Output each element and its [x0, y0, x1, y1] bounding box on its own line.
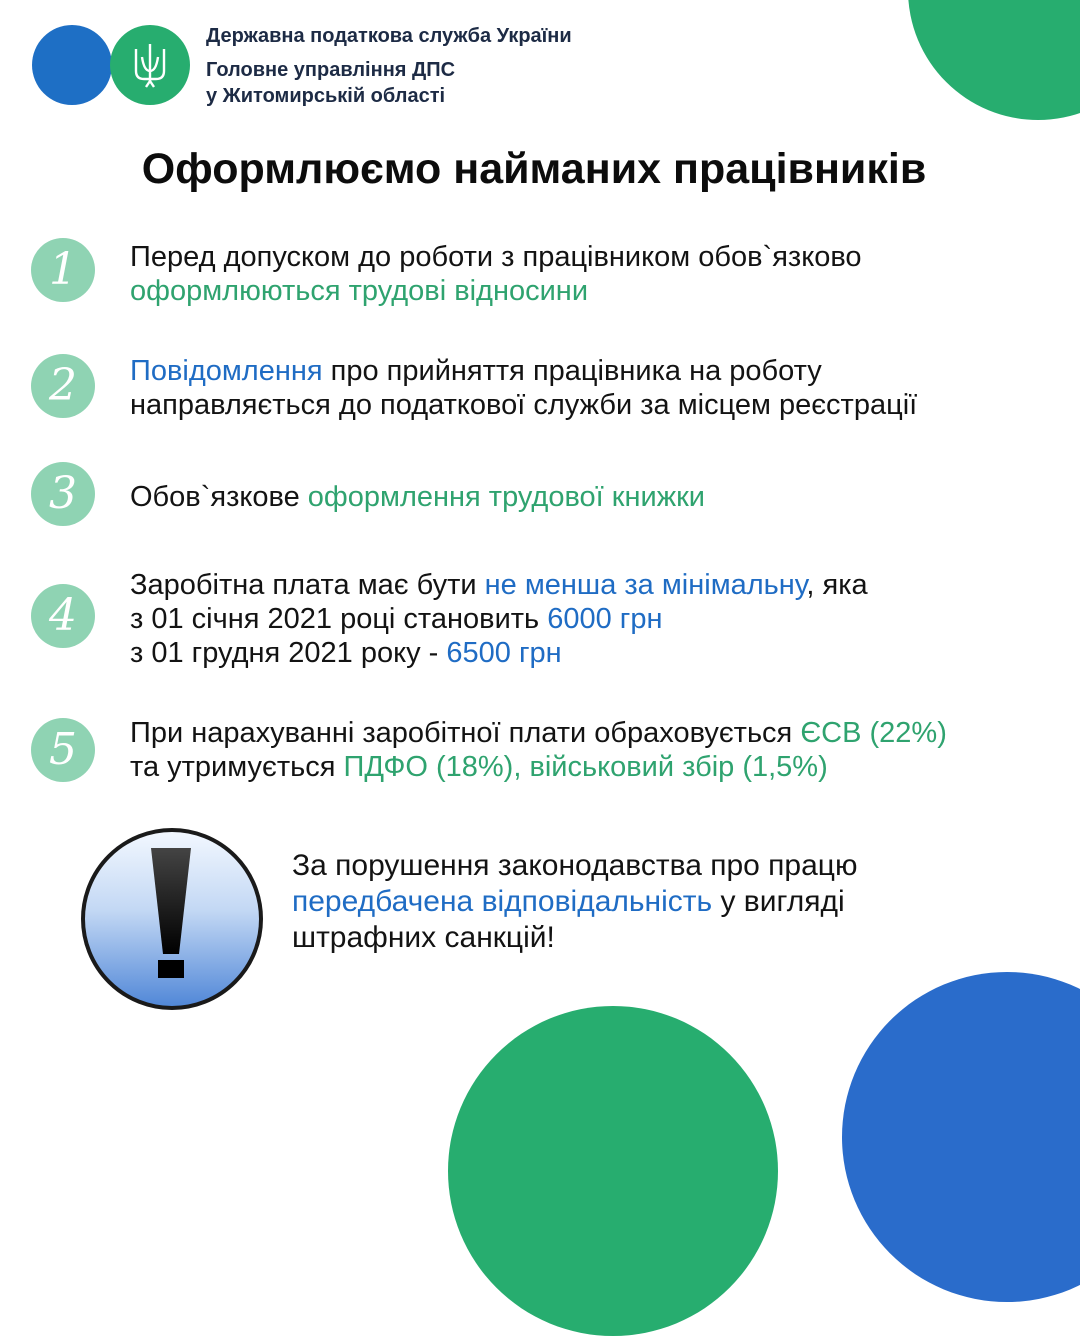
step-4-line-1-a: Заробітна плата має бути — [130, 569, 485, 601]
decor-circle-bottom-center — [448, 1006, 778, 1336]
step-4-line-2-a: з 01 січня 2021 році становить — [130, 603, 548, 635]
warning-text — [292, 848, 857, 956]
agency-department: Головне управління ДПС — [206, 59, 456, 81]
step-number-badge: 2 — [31, 354, 95, 418]
exclamation-icon — [79, 826, 265, 1012]
step-number-badge: 1 — [31, 238, 95, 302]
step-number-badge: 5 — [31, 718, 95, 782]
highlight-blue: Повідомлення — [130, 355, 323, 387]
agency-name: Державна податкова служба України — [206, 25, 572, 47]
step-3-plain: Обов`язкове — [130, 481, 308, 513]
trident-icon — [132, 41, 168, 89]
step-4-line-3-a: з 01 грудня 2021 року - — [130, 637, 447, 669]
warning-line-2-rest: у вигляді — [712, 885, 845, 918]
highlight-green: оформлення трудової книжки — [307, 481, 705, 513]
step-number-badge: 3 — [31, 462, 95, 526]
highlight-blue: не менша за мінімальну — [484, 569, 807, 601]
step-3-text — [130, 480, 705, 514]
highlight-green: ПДФО (18%), військовий збір (1,5%) — [343, 751, 828, 783]
step-2-line-1 — [130, 354, 917, 388]
step-5-line-1-a: При нарахуванні заробітної плати обраховується — [130, 717, 801, 749]
step-5-text — [130, 716, 947, 784]
step-4-line-3 — [130, 636, 868, 670]
step-2-line-1-rest: про прийняття працівника на роботу — [322, 355, 822, 387]
step-1-line-1: Перед допуском до роботи з працівником обов`язково — [130, 241, 862, 273]
page-title: Оформлюємо найманих працівників — [141, 145, 927, 193]
highlight-blue: 6000 грн — [547, 603, 663, 635]
warning-line-1: За порушення законодавства про працю — [292, 849, 858, 882]
logo-blue-circle — [32, 25, 112, 105]
logo-green-circle — [110, 25, 190, 105]
warning-line-3: штрафних санкцій! — [292, 921, 555, 954]
step-4-text — [130, 568, 868, 670]
step-1-line-2: оформлюються трудові відносини — [130, 275, 589, 307]
agency-region: у Житомирській області — [206, 85, 446, 107]
step-5-line-1 — [130, 716, 947, 750]
step-5-line-2 — [130, 750, 947, 784]
highlight-blue: передбачена відповідальність — [292, 885, 713, 918]
step-4-line-1-b: , яка — [806, 569, 868, 601]
decor-circle-bottom-right — [842, 972, 1080, 1302]
step-1-text — [130, 240, 862, 308]
warning-line-2 — [292, 884, 857, 920]
step-2-text — [130, 354, 917, 422]
step-5-line-2-a: та утримується — [130, 751, 344, 783]
decor-circle-top-right — [908, 0, 1080, 120]
step-2-line-2: направляється до податкової служби за місцем реєстрації — [130, 389, 918, 421]
highlight-green: ЄСВ (22%) — [800, 717, 947, 749]
highlight-blue: 6500 грн — [446, 637, 562, 669]
step-4-line-2 — [130, 602, 868, 636]
step-4-line-1 — [130, 568, 868, 602]
step-number-badge: 4 — [31, 584, 95, 648]
